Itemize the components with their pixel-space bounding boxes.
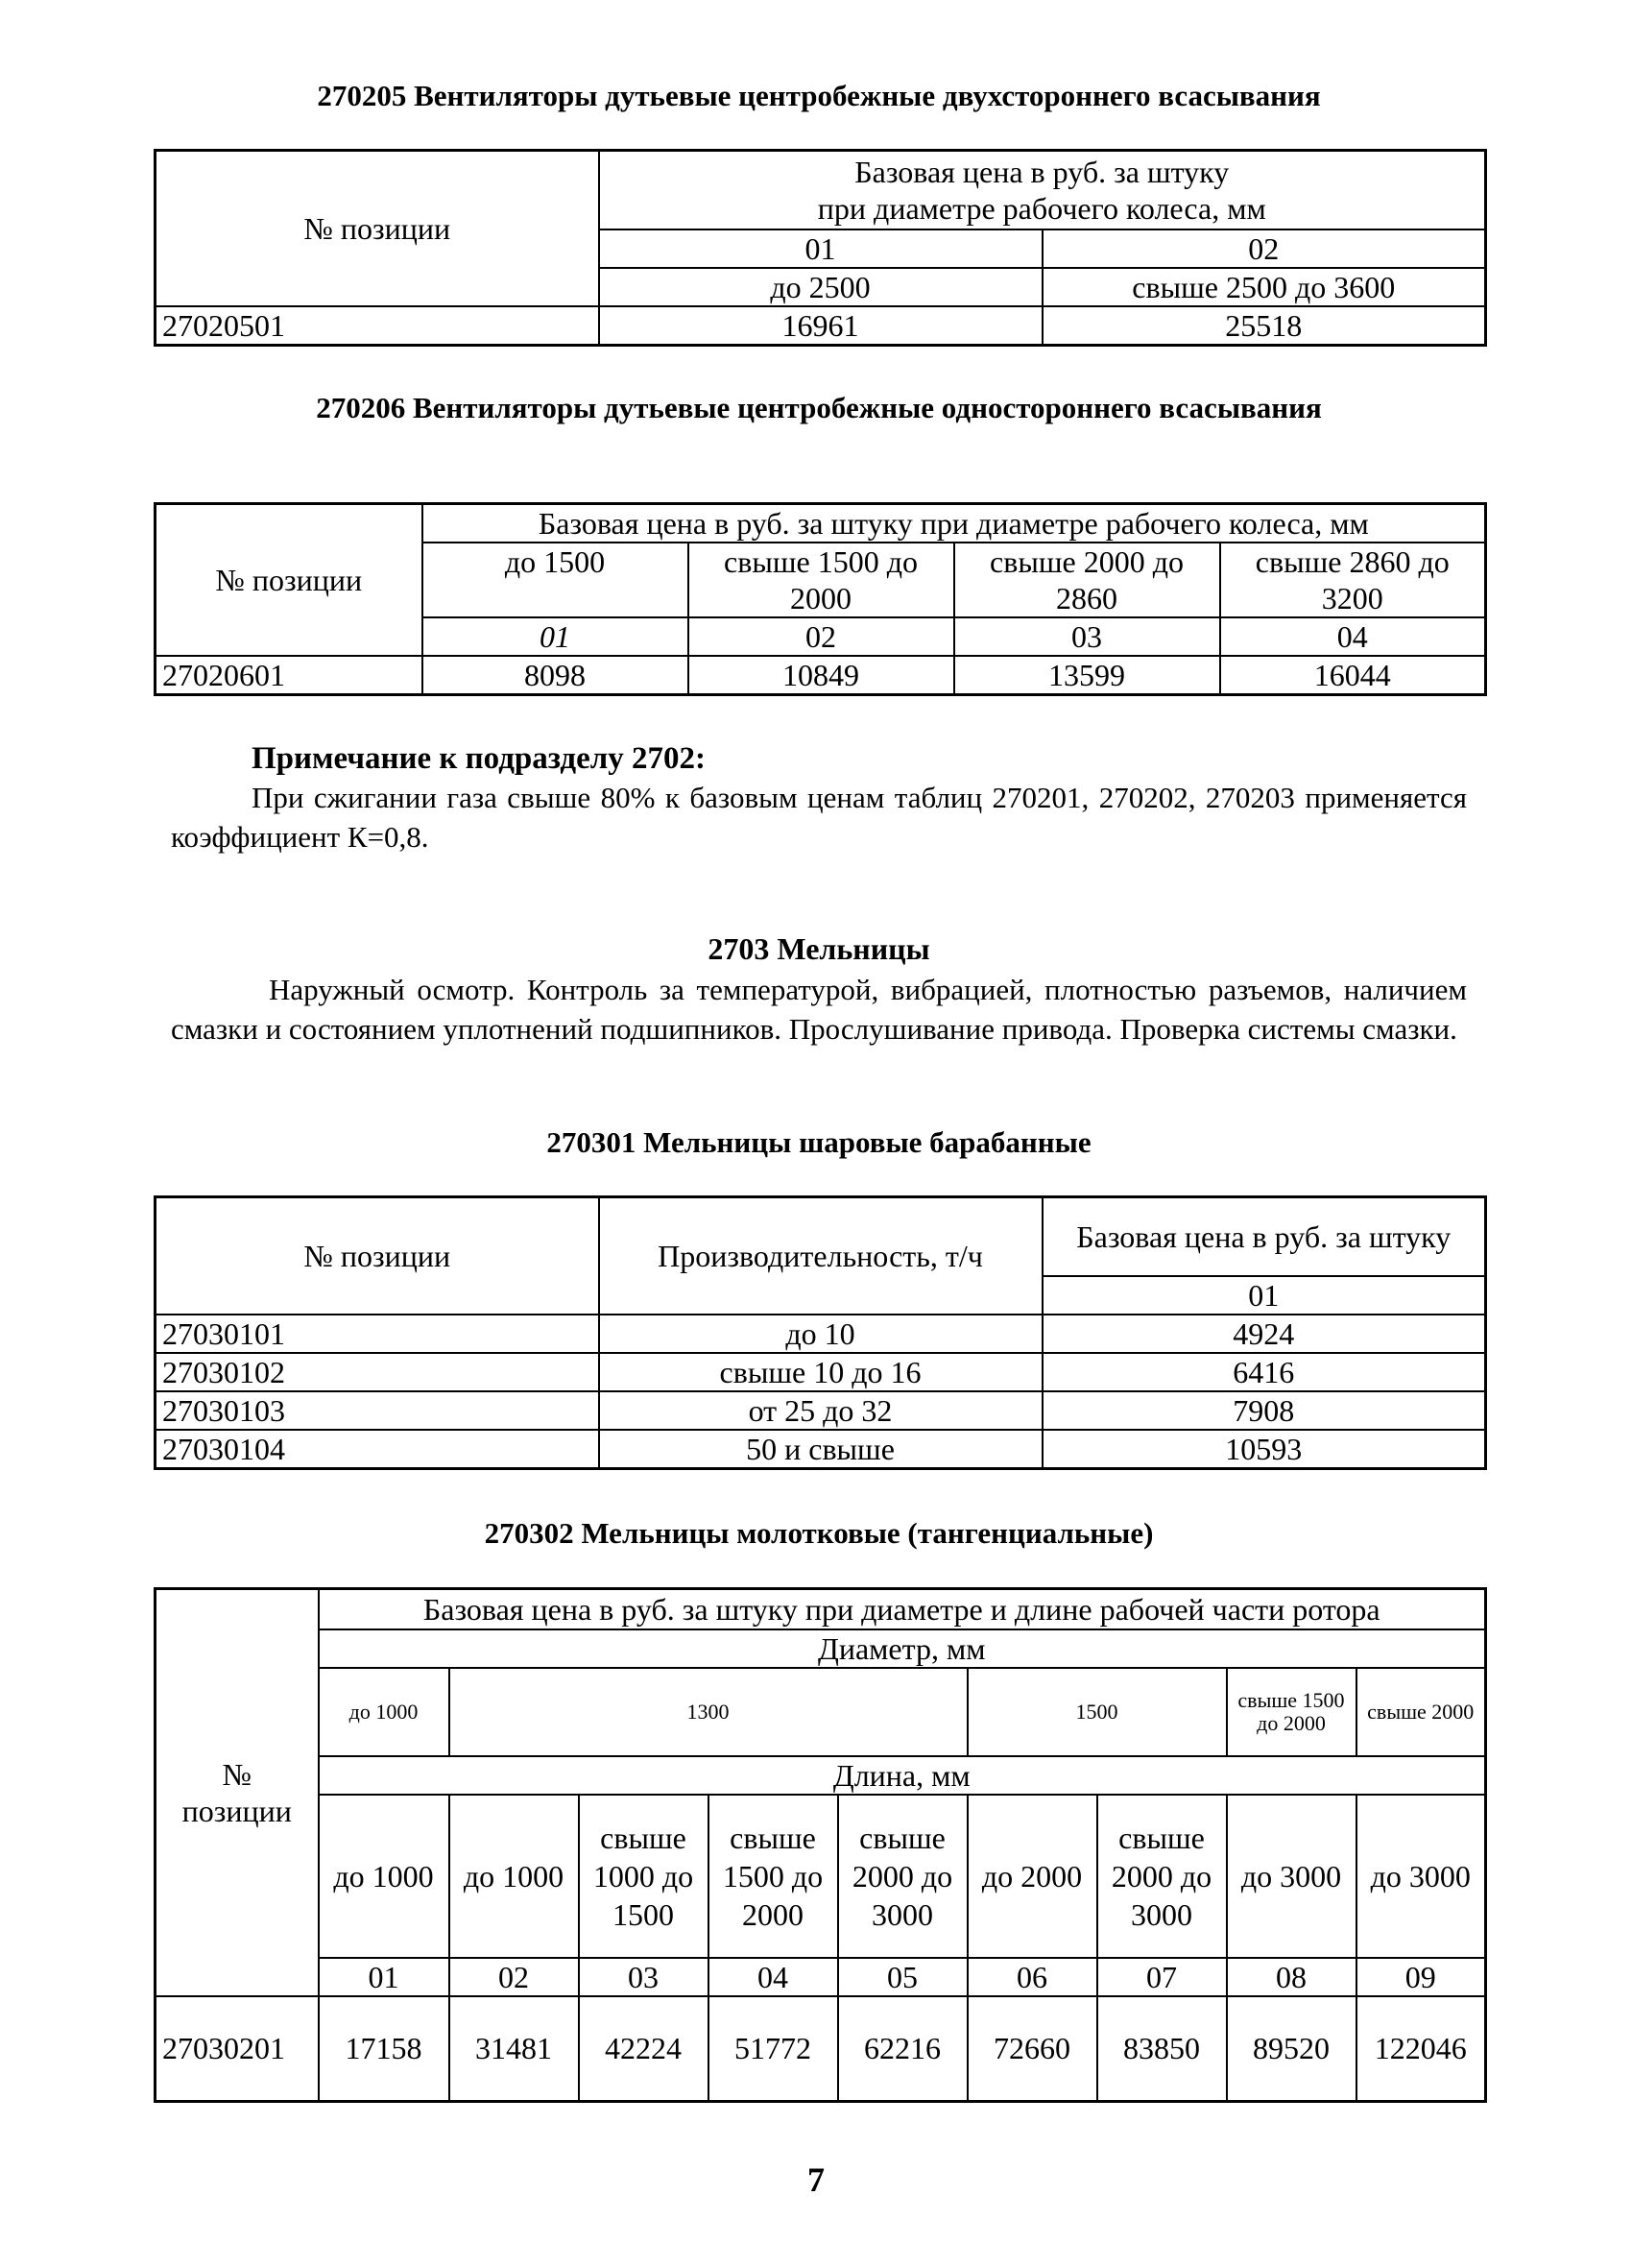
price-cell: 4924 bbox=[1043, 1315, 1486, 1353]
code-cell: 01 bbox=[319, 1958, 449, 1996]
table-270301-title: 270301 Мельницы шаровые барабанные bbox=[546, 1125, 1092, 1159]
price-cell: 25518 bbox=[1043, 306, 1486, 346]
table-270205 bbox=[154, 149, 1487, 347]
performance-cell: 50 и свыше bbox=[599, 1430, 1043, 1469]
price-cell: 16044 bbox=[1220, 656, 1486, 695]
table-270206-title: 270206 Вентиляторы дутьевые центробежные одностороннего всасывания bbox=[316, 391, 1322, 424]
position-cell: 27020501 bbox=[156, 306, 599, 346]
diameter-cell: свыше 1500 до 2000 bbox=[1227, 1668, 1356, 1756]
code-cell: 02 bbox=[1043, 229, 1486, 268]
position-cell: 27030101 bbox=[156, 1315, 599, 1353]
length-cell: до 2000 bbox=[968, 1795, 1097, 1958]
col-header-performance: Производительность, т/ч bbox=[599, 1197, 1043, 1315]
table-row bbox=[156, 306, 1486, 346]
price-cell: 31481 bbox=[449, 1996, 579, 2102]
position-cell: 27030104 bbox=[156, 1430, 599, 1469]
table-270206 bbox=[154, 502, 1487, 696]
length-cell: до 1000 bbox=[319, 1795, 449, 1958]
length-cell: до 3000 bbox=[1356, 1795, 1486, 1958]
range-cell: свыше 2500 до 3600 bbox=[1043, 268, 1486, 306]
table-row bbox=[156, 1996, 1486, 2102]
price-cell: 62216 bbox=[838, 1996, 968, 2102]
table-row bbox=[156, 1430, 1486, 1469]
table-270302-title: 270302 Мельницы молотковые (тангенциальные) bbox=[484, 1516, 1154, 1550]
code-cell: 05 bbox=[838, 1958, 968, 1996]
code-cell: 01 bbox=[1043, 1276, 1486, 1315]
code-cell: 01 bbox=[422, 617, 688, 656]
price-cell: 6416 bbox=[1043, 1353, 1486, 1391]
col-header-position: № позиции bbox=[156, 151, 599, 306]
length-cell: свыше 2000 до 3000 bbox=[1097, 1795, 1227, 1958]
performance-cell: свыше 10 до 16 bbox=[599, 1353, 1043, 1391]
range-cell: свыше 2000 до 2860 bbox=[954, 543, 1220, 617]
code-cell: 07 bbox=[1097, 1958, 1227, 1996]
length-cell: свыше 1000 до 1500 bbox=[579, 1795, 708, 1958]
code-cell: 01 bbox=[599, 229, 1043, 268]
position-cell: 27030103 bbox=[156, 1391, 599, 1430]
table-row bbox=[156, 656, 1486, 695]
performance-cell: до 10 bbox=[599, 1315, 1043, 1353]
section-2703-heading: 2703 Мельницы bbox=[708, 931, 930, 966]
table-270205-title: 270205 Вентиляторы дутьевые центробежные двухстороннего всасывания bbox=[317, 79, 1321, 112]
price-cell: 16961 bbox=[599, 306, 1043, 346]
price-cell: 10593 bbox=[1043, 1430, 1486, 1469]
price-header-line1: Базовая цена в руб. за штуку bbox=[854, 154, 1230, 189]
length-cell: свыше 2000 до 3000 bbox=[838, 1795, 968, 1958]
position-cell: 27030201 bbox=[156, 1996, 319, 2102]
code-cell: 06 bbox=[968, 1958, 1097, 1996]
price-cell: 51772 bbox=[708, 1996, 838, 2102]
price-cell: 122046 bbox=[1356, 1996, 1486, 2102]
col-header-position: № позиции bbox=[156, 1589, 319, 1996]
code-cell: 02 bbox=[449, 1958, 579, 1996]
position-cell: 27030102 bbox=[156, 1353, 599, 1391]
code-cell: 03 bbox=[954, 617, 1220, 656]
price-header bbox=[599, 151, 1486, 229]
table-row bbox=[156, 1315, 1486, 1353]
length-header: Длина, мм bbox=[319, 1756, 1486, 1795]
diameter-cell: 1300 bbox=[449, 1668, 968, 1756]
price-cell: 10849 bbox=[688, 656, 954, 695]
length-cell: до 1000 bbox=[449, 1795, 579, 1958]
price-header-line2: при диаметре рабочего колеса, мм bbox=[817, 190, 1266, 226]
code-cell: 04 bbox=[708, 1958, 838, 1996]
price-header: Базовая цена в руб. за штуку при диаметре и длине рабочей части ротора bbox=[319, 1589, 1486, 1629]
range-cell: свыше 2860 до 3200 bbox=[1220, 543, 1486, 617]
price-cell: 7908 bbox=[1043, 1391, 1486, 1430]
range-cell: до 1500 bbox=[422, 543, 688, 617]
col-header-position: № позиции bbox=[156, 504, 422, 657]
table-row bbox=[156, 1391, 1486, 1430]
position-cell: 27020601 bbox=[156, 656, 422, 695]
price-cell: 89520 bbox=[1227, 1996, 1356, 2102]
note-text: При сжигании газа свыше 80% к базовым ценам таблиц 270201, 270202, 270203 применяется коэффициент К=0,8. bbox=[171, 781, 1467, 854]
range-cell: свыше 1500 до 2000 bbox=[688, 543, 954, 617]
performance-cell: от 25 до 32 bbox=[599, 1391, 1043, 1430]
price-cell: 72660 bbox=[968, 1996, 1097, 2102]
diameter-cell: свыше 2000 bbox=[1356, 1668, 1486, 1756]
page-number: 7 bbox=[807, 2160, 825, 2199]
price-cell: 17158 bbox=[319, 1996, 449, 2102]
table-270301 bbox=[154, 1195, 1487, 1470]
col-header-price: Базовая цена в руб. за штуку bbox=[1043, 1197, 1486, 1276]
price-cell: 13599 bbox=[954, 656, 1220, 695]
section-2703-text: Наружный осмотр. Контроль за температурой, вибрацией, плотностью разъемов, наличием смазки и состоянием уплотнений подшипников. Прослушивание привода. Проверка системы смазки. bbox=[171, 973, 1467, 1046]
range-cell: до 2500 bbox=[599, 268, 1043, 306]
price-cell: 8098 bbox=[422, 656, 688, 695]
price-header: Базовая цена в руб. за штуку при диаметре рабочего колеса, мм bbox=[422, 504, 1486, 543]
table-row bbox=[156, 1353, 1486, 1391]
price-cell: 83850 bbox=[1097, 1996, 1227, 2102]
length-cell: свыше 1500 до 2000 bbox=[708, 1795, 838, 1958]
note-heading: Примечание к подразделу 2702: bbox=[252, 741, 707, 776]
code-cell: 08 bbox=[1227, 1958, 1356, 1996]
code-cell: 02 bbox=[688, 617, 954, 656]
col-header-position: № позиции bbox=[156, 1197, 599, 1315]
diameter-cell: 1500 bbox=[968, 1668, 1227, 1756]
length-cell: до 3000 bbox=[1227, 1795, 1356, 1958]
diameter-cell: до 1000 bbox=[319, 1668, 449, 1756]
price-cell: 42224 bbox=[579, 1996, 708, 2102]
code-cell: 04 bbox=[1220, 617, 1486, 656]
code-cell: 09 bbox=[1356, 1958, 1486, 1996]
table-270302 bbox=[154, 1587, 1487, 2103]
diameter-header: Диаметр, мм bbox=[319, 1629, 1486, 1668]
code-cell: 03 bbox=[579, 1958, 708, 1996]
